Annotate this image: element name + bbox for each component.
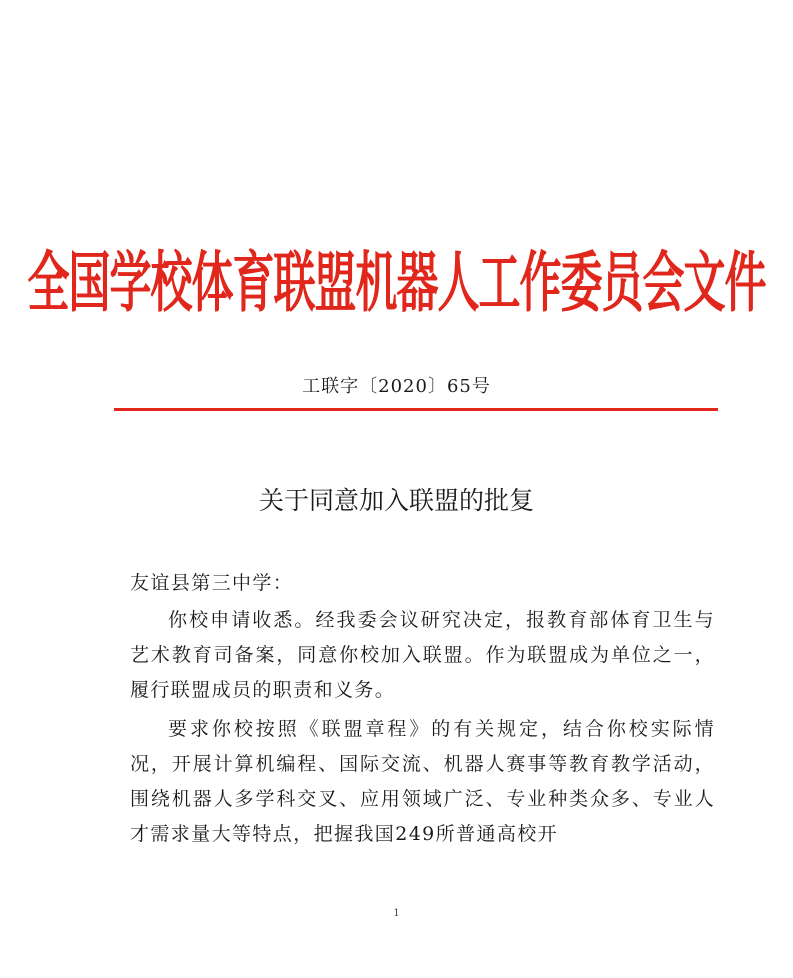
salutation: 友谊县第三中学： bbox=[130, 572, 294, 594]
document-number: 工联字〔2020〕65号 bbox=[302, 376, 491, 397]
document-title: 关于同意加入联盟的批复 bbox=[258, 486, 534, 515]
body-paragraph: 要求你校按照《联盟章程》的有关规定，结合你校实际情况，开展计算机编程、国际交流、机器人赛事等教育教学活动，围绕机器人多学科交叉、应用领域广泛、专业种类众多、专业人才需求量大等特点，把握我国249所普通高校开 bbox=[130, 718, 715, 845]
issuing-authority-title: 全国学校体育联盟机器人工作委员会文件 bbox=[27, 244, 766, 321]
body-paragraph: 你校申请收悉。经我委会议研究决定，报教育部体育卫生与艺术教育司备案，同意你校加入联盟。作为联盟成为单位之一，履行联盟成员的职责和义务。 bbox=[130, 609, 715, 701]
red-divider-line bbox=[114, 408, 718, 411]
page-number: 1 bbox=[393, 908, 400, 919]
document-body bbox=[130, 566, 715, 852]
